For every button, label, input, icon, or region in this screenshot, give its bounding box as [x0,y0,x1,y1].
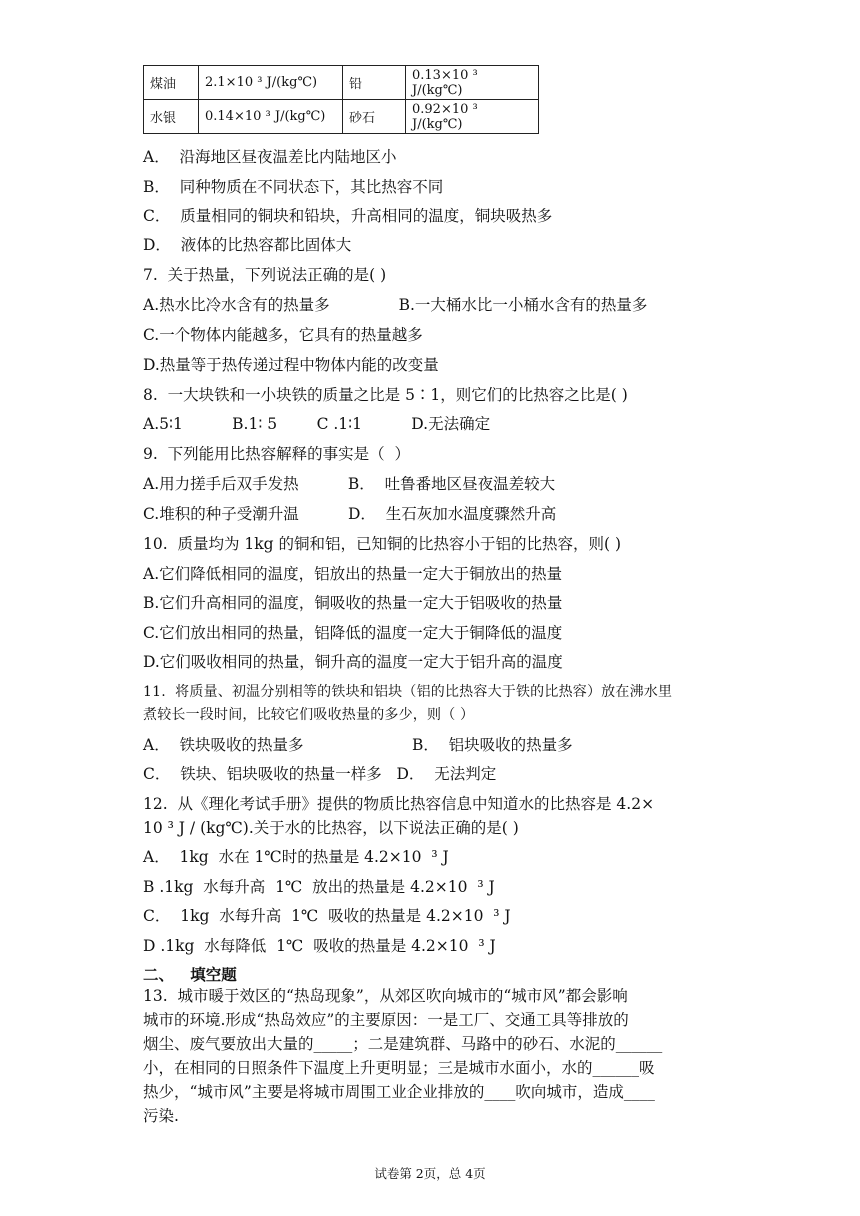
option-line: C.一个物体内能越多，它具有的热量越多 [143,326,423,344]
table-cell: 0.92×10 ³ J/(kg℃) [406,100,539,134]
option-line: C． 1kg 水每升高 1℃ 吸收的热量是 4.2×10 ³ J [143,907,511,925]
specific-heat-table [143,65,539,134]
option-d: D． 液体的比热容都比固体大 [143,236,352,254]
table-cell: 铅 [343,66,406,100]
section-heading: 二、 填空题 [143,965,237,984]
question-13-cont: 热少，“城市风”主要是将城市周围工业企业排放的____吹向城市，造成____ [143,1083,655,1101]
question-12: 12. 从《理化考试手册》提供的物质比热容信息中知道水的比热容是 4.2× [143,795,655,813]
question-8: 8. 一大块铁和一小块铁的质量之比是 5∶1，则它们的比热容之比是( ) [143,386,628,404]
question-10: 10. 质量均为 1kg 的铜和铝，已知铜的比热容小于铝的比热容，则( ) [143,535,622,553]
option-line: B.它们升高相同的温度，铜吸收的热量一定大于铝吸收的热量 [143,594,563,612]
page-footer: 试卷第 2页，总 4页 [374,1166,486,1181]
table-row [144,100,539,134]
question-13-cont: 城市的环境.形成“热岛效应”的主要原因：一是工厂、交通工具等排放的 [143,1011,629,1029]
option-line: D.它们吸收相同的热量，铜升高的温度一定大于铝升高的温度 [143,653,563,671]
option-line: A． 1kg 水在 1℃时的热量是 4.2×10 ³ J [143,848,449,866]
option-line: A.用力搓手后双手发热 B． 吐鲁番地区昼夜温差较大 [143,475,556,493]
question-11-cont: 煮较长一段时间，比较它们吸收热量的多少，则（ ） [143,707,475,723]
table-cell: 0.14×10 ³ J/(kg℃) [199,100,343,134]
option-line: A． 铁块吸收的热量多 B． 铝块吸收的热量多 [143,736,573,754]
question-9: 9. 下列能用比热容解释的事实是（ ） [143,445,410,463]
question-13-cont: 污染. [143,1107,179,1125]
question-13: 13. 城市暖于效区的“热岛现象”，从郊区吹向城市的“城市风”都会影响 [143,987,628,1005]
option-a: A． 沿海地区昼夜温差比内陆地区小 [143,148,397,166]
table-cell: 煤油 [144,66,199,100]
option-b: B． 同种物质在不同状态下，其比热容不同 [143,178,444,196]
option-line: D .1kg 水每降低 1℃ 吸收的热量是 4.2×10 ³ J [143,937,496,955]
option-line: C.堆积的种子受潮升温 D． 生石灰加水温度骤然升高 [143,505,557,523]
option-line: A.热水比冷水含有的热量多 B.一大桶水比一小桶水含有的热量多 [143,296,648,314]
table-cell: 2.1×10 ³ J/(kg℃) [199,66,343,100]
question-11: 11. 将质量、初温分别相等的铁块和铝块（铝的比热容大于铁的比热容）放在沸水里 [143,684,673,700]
table-cell: 水银 [144,100,199,134]
table-cell: 0.13×10 ³ J/(kg℃) [406,66,539,100]
option-line: A.5∶1 B.1∶ 5 C .1∶1 D.无法确定 [143,415,491,433]
option-line: C． 铁块、铝块吸收的热量一样多 D． 无法判定 [143,765,497,783]
option-line: C.它们放出相同的热量，铝降低的温度一定大于铜降低的温度 [143,624,563,642]
table-row [144,66,539,100]
option-line: A.它们降低相同的温度，铝放出的热量一定大于铜放出的热量 [143,565,563,583]
option-line: D.热量等于热传递过程中物体内能的改变量 [143,356,439,374]
question-7: 7. 关于热量，下列说法正确的是( ) [143,266,387,284]
question-13-cont: 烟尘、废气要放出大量的_____；二是建筑群、马路中的砂石、水泥的______ [143,1035,663,1053]
question-13-cont: 小，在相同的日照条件下温度上升更明显；三是城市水面小，水的______吸 [143,1059,655,1077]
question-12-cont: 10 ³ J / (kg℃).关于水的比热容，以下说法正确的是( ) [143,819,519,837]
option-line: B .1kg 水每升高 1℃ 放出的热量是 4.2×10 ³ J [143,878,495,896]
table-cell: 砂石 [343,100,406,134]
option-c: C． 质量相同的铜块和铅块，升高相同的温度，铜块吸热多 [143,207,553,225]
